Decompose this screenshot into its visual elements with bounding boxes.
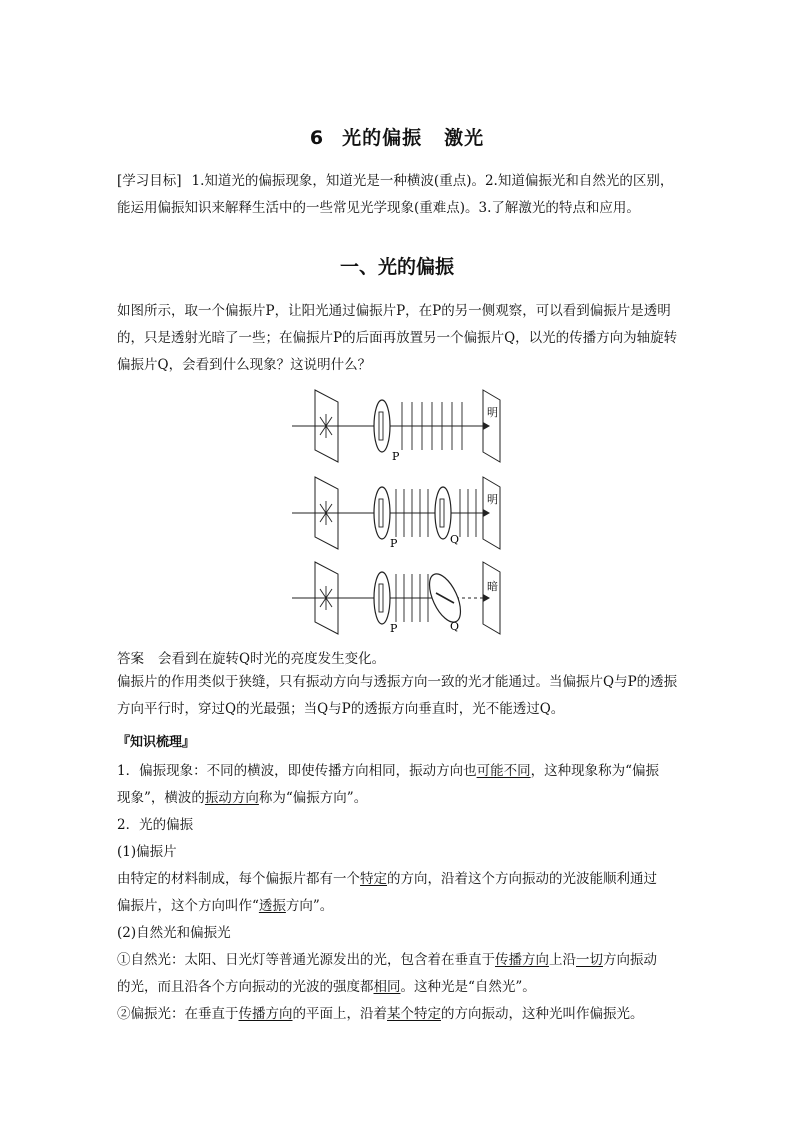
sub1-underline-1: 特定 [360, 871, 387, 887]
pol-text-a: ②偏振光：在垂直于 [117, 1006, 239, 1022]
figure-polarizers-crossed [290, 560, 510, 640]
title-main: 光的偏振 [342, 127, 423, 149]
screen-label: 暗 [487, 580, 498, 593]
item1-text-b: ，这种现象称为“偏振 [530, 763, 659, 779]
label-q: Q [450, 620, 460, 633]
item1-text-c: 现象”，横波的 [117, 790, 205, 806]
nat-text-a: ①自然光：太阳、日光灯等普通光源发出的光，包含着在垂直于 [117, 952, 495, 968]
natural-light-line2 [117, 975, 536, 995]
nat-text-b: 上沿 [549, 952, 576, 968]
nat-text-c: 方向振动 [603, 952, 657, 968]
figure-polarizer-p [290, 388, 510, 468]
section-heading: 一、光的偏振 [339, 256, 454, 278]
objectives-tag: [学习目标] [117, 173, 182, 189]
item2-heading: 2．光的偏振 [117, 817, 194, 833]
page-title [0, 123, 794, 150]
natural-light-line1 [117, 948, 657, 968]
polarizer-slit [379, 412, 383, 440]
label-p: P [390, 622, 398, 635]
item1-line2 [117, 786, 367, 806]
sub1-underline-2: 透振 [258, 898, 286, 914]
answer-text: 会看到在旋转Q时光的亮度发生变化。 [158, 651, 386, 667]
pol-underline-2: 某个特定 [387, 1006, 441, 1022]
screen-label: 明 [487, 493, 498, 506]
lesson-number: 6 [309, 127, 325, 149]
figure-polarizers-parallel [290, 475, 510, 555]
answer-line [117, 647, 385, 667]
pol-text-c: 的方向振动，这种光叫作偏振光。 [441, 1006, 644, 1022]
nat-text-e: 。这种光是“自然光”。 [400, 979, 536, 995]
sub1-line1 [117, 867, 657, 887]
label-q: Q [450, 533, 460, 546]
sub1-line2 [117, 894, 333, 914]
nat-underline-2: 一切 [576, 952, 603, 968]
label-p: P [392, 450, 400, 463]
sub1-text-c: 偏振片，这个方向叫作“ [117, 898, 259, 914]
nat-text-d: 的光，而且沿各个方向振动的光波的强度都 [117, 979, 374, 995]
knowledge-heading: 『知识梳理』 [117, 735, 196, 750]
pol-text-b: 的平面上，沿着 [292, 1006, 387, 1022]
sub1-text-b: 的方向，沿着这个方向振动的光波能顺利通过 [387, 871, 657, 887]
nat-underline-3: 相同 [373, 979, 401, 995]
sub1-heading: (1)偏振片 [117, 844, 177, 860]
item1-underline-1: 可能不同 [476, 763, 531, 779]
item1-text-d: 称为“偏振方向”。 [258, 790, 368, 806]
sub1-text-a: 由特定的材料制成，每个偏振片都有一个 [117, 871, 360, 887]
question-paragraph: 如图所示，取一个偏振片P，让阳光通过偏振片P，在P的另一侧观察，可以看到偏振片是透明的，只是透射光暗了一些；在偏振片P的后面再放置另一个偏振片Q，以光的传播方向为轴旋转偏振片Q，会看到什么现象？这说明什么？ [117, 303, 678, 373]
answer-explanation: 偏振片的作用类似于狭缝，只有振动方向与透振方向一致的光才能通过。当偏振片Q与P的透振方向平行时，穿过Q的光最强；当Q与P的透振方向垂直时，光不能透过Q。 [117, 674, 678, 717]
label-p: P [390, 537, 398, 550]
item1-underline-2: 振动方向 [204, 790, 259, 806]
answer-tag: 答案 [117, 651, 144, 667]
sub2-heading: (2)自然光和偏振光 [117, 925, 231, 941]
objectives-text: 1.知道光的偏振现象，知道光是一种横波(重点)。2.知道偏振光和自然光的区别，能运用偏振知识来解释生活中的一些常见光学现象(重难点)。3.了解激光的特点和应用。 [117, 173, 674, 216]
title-sub: 激光 [444, 127, 485, 149]
item1-line1 [117, 759, 659, 779]
item1-text-a: 1．偏振现象：不同的横波，即使传播方向相同，振动方向也 [117, 763, 477, 779]
sub1-text-d: 方向”。 [285, 898, 334, 914]
learning-objectives [117, 168, 679, 222]
polarized-light-line [117, 1002, 644, 1022]
nat-underline-1: 传播方向 [495, 952, 549, 968]
screen-label: 明 [487, 406, 498, 419]
pol-underline-1: 传播方向 [238, 1006, 293, 1022]
